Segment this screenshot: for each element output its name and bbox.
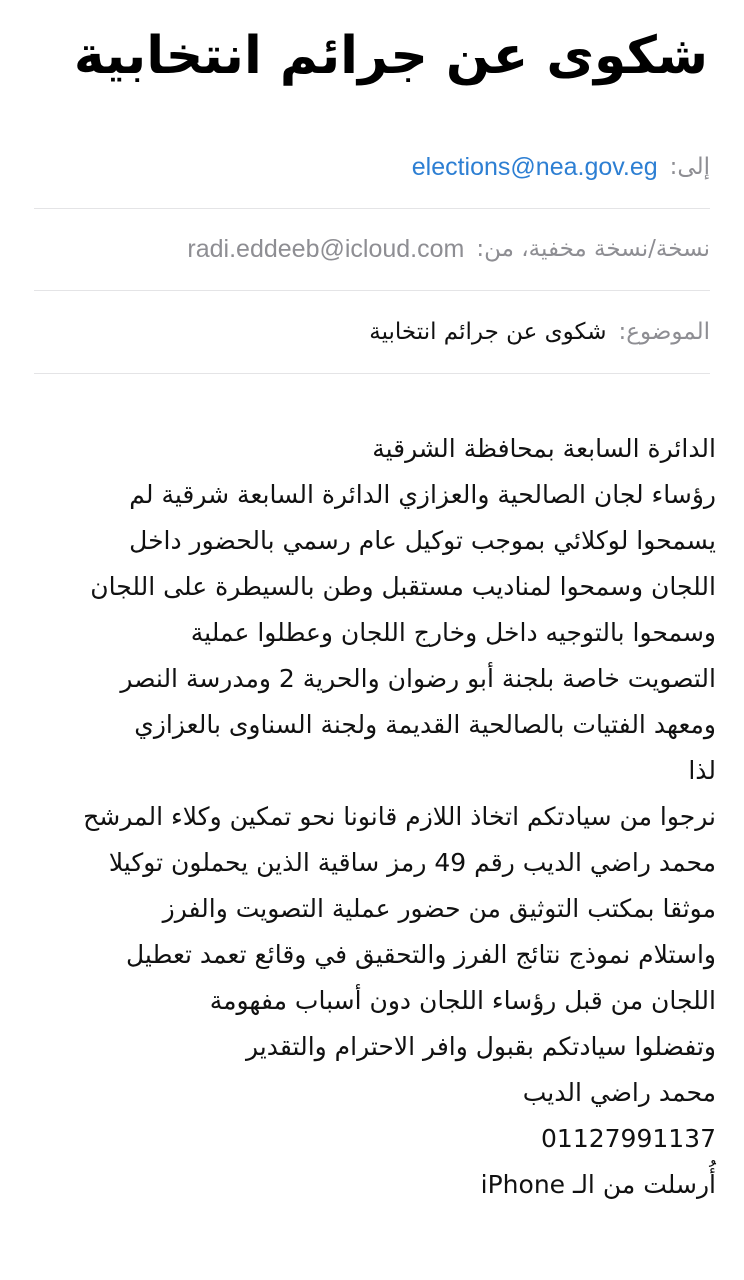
subject-label: الموضوع: xyxy=(618,319,710,345)
body-line: التصويت خاصة بلجنة أبو رضوان والحرية 2 ومدرسة النصر xyxy=(120,664,716,693)
body-line: اللجان وسمحوا لمناديب مستقبل وطن بالسيطرة على اللجان xyxy=(90,572,716,601)
body-line: الدائرة السابعة بمحافظة الشرقية xyxy=(372,434,716,463)
from-address[interactable]: radi.eddeeb@icloud.com xyxy=(187,234,465,263)
body-line: محمد راضي الديب رقم 49 رمز ساقية الذين يحملون توكيلا xyxy=(108,848,716,877)
subject-row[interactable] xyxy=(34,291,710,374)
email-title: شكوى عن جرائم انتخابية xyxy=(73,26,708,86)
to-recipient[interactable]: elections@nea.gov.eg xyxy=(411,152,658,181)
body-line: يسمحوا لوكلائي بموجب توكيل عام رسمي بالحضور داخل xyxy=(129,526,716,555)
sent-from-iphone: أُرسلت من الـ iPhone xyxy=(480,1170,716,1199)
body-line: وسمحوا بالتوجيه داخل وخارج اللجان وعطلوا عملية xyxy=(190,618,716,647)
body-line: ومعهد الفتيات بالصالحية القديمة ولجنة السناوى بالعزازي xyxy=(134,710,716,739)
subject-field[interactable]: شكوى عن جرائم انتخابية xyxy=(369,319,607,345)
body-line: لذا xyxy=(688,756,716,785)
to-label: إلى: xyxy=(669,154,710,180)
body-line: نرجوا من سيادتكم اتخاذ اللازم قانونا نحو تمكين وكلاء المرشح xyxy=(83,802,716,831)
signature-phone: 01127991137 xyxy=(541,1124,716,1153)
cc-bcc-from-label: نسخة/نسخة مخفية، من: xyxy=(476,236,710,262)
body-line: موثقا بمكتب التوثيق من حضور عملية التصويت والفرز xyxy=(162,894,716,923)
email-body[interactable] xyxy=(24,426,716,1208)
body-line: واستلام نموذج نتائج الفرز والتحقيق في وقائع تعمد تعطيل xyxy=(125,940,716,969)
body-line: وتفضلوا سيادتكم بقبول وافر الاحترام والتقدير xyxy=(246,1032,716,1061)
body-line: رؤساء لجان الصالحية والعزازي الدائرة السابعة شرقية لم xyxy=(129,480,716,509)
signature-name: محمد راضي الديب xyxy=(522,1078,716,1107)
body-line: اللجان من قبل رؤساء اللجان دون أسباب مفهومة xyxy=(209,986,716,1015)
cc-bcc-from-row[interactable] xyxy=(34,208,710,291)
to-row[interactable] xyxy=(34,126,710,209)
